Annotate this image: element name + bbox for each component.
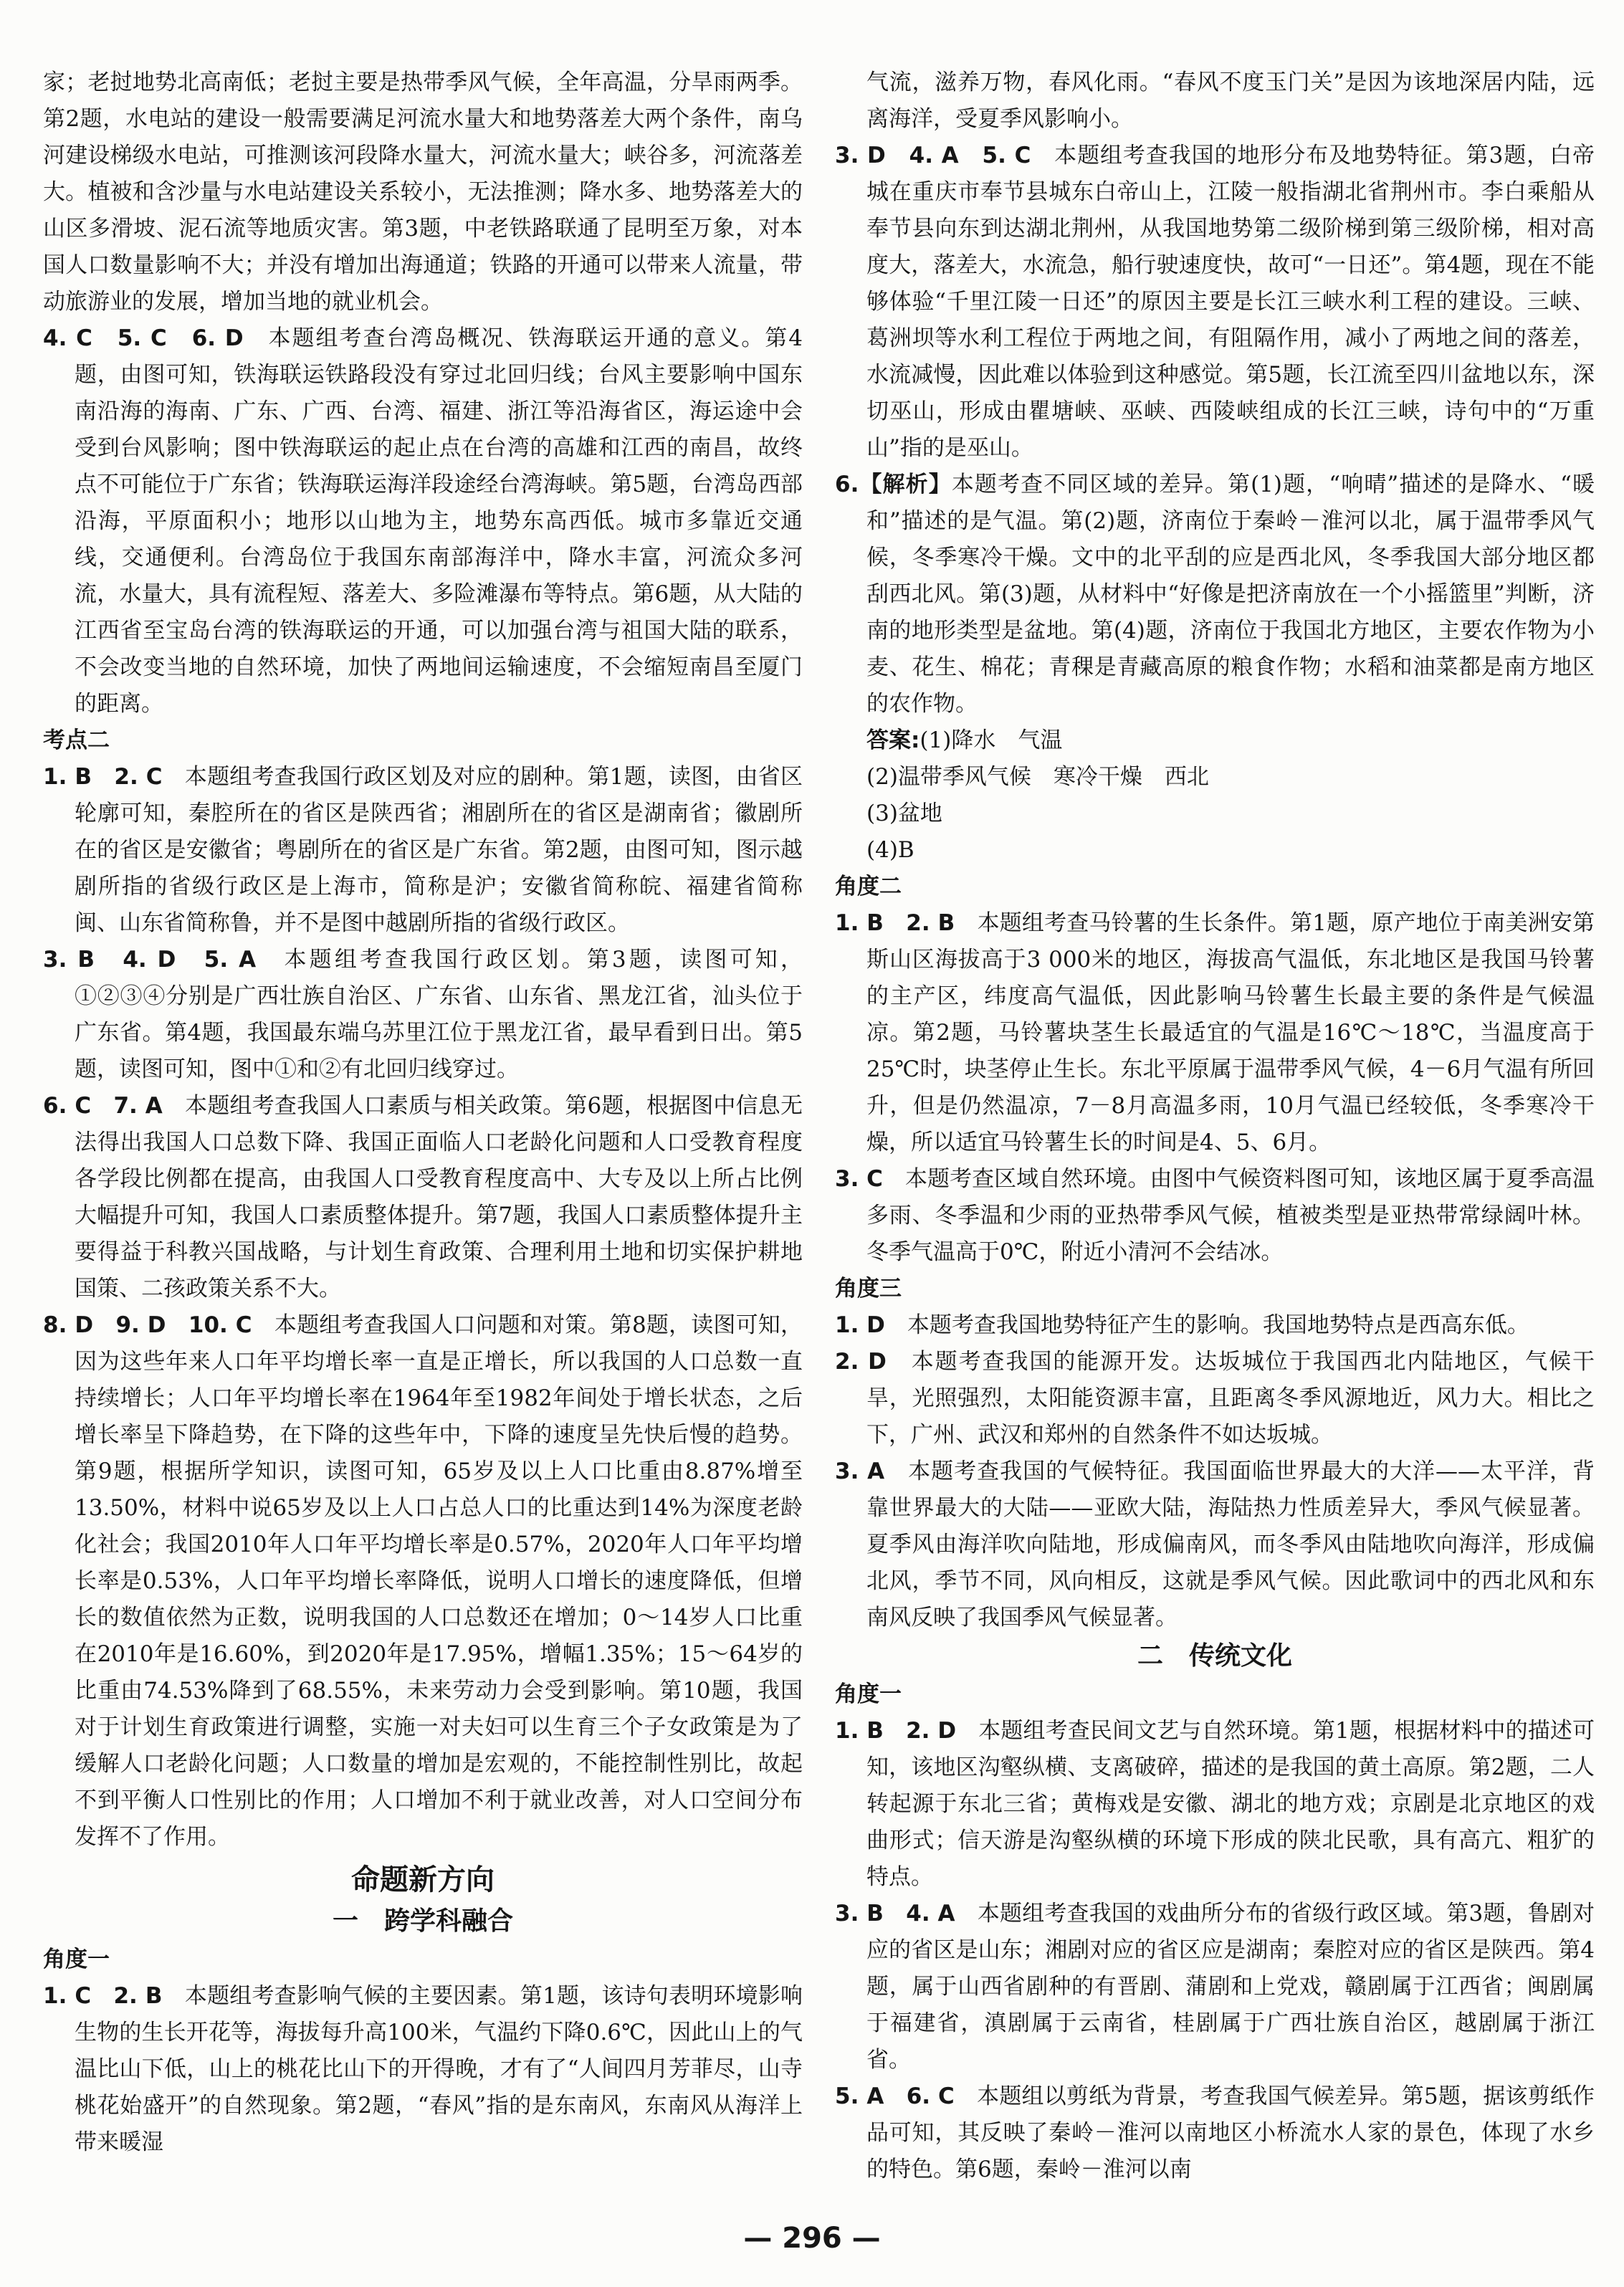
section-heading: 二 传统文化 (1137, 1641, 1292, 1671)
question-numbers: 3. D 4. A 5. C (835, 143, 1031, 168)
answer-item (43, 1978, 803, 2161)
answer-item (43, 759, 803, 942)
answer-line: (2)温带季风气候 寒冷干燥 西北 (866, 764, 1209, 790)
continued-paragraph: 气流，滋养万物，春风化雨。“春风不度玉门关”是因为该地深居内陆，远离海洋，受夏季风影响小。 (866, 70, 1595, 132)
explanation-text: 本题组考查我国人口问题和对策。第8题，读图可知，因为这些年来人口年平均增长率一直是正增长，所以我国的人口总数一直持续增长；人口年平均增长率在1964年至1982年间处于增长状态，之后增长率呈下降趋势，在下降的这些年中，下降的速度呈先快后慢的趋势。第9题，根据所学知识，读图可知，65岁及以上人口比重由8.87%增至13.50%，材料中说65岁及以上人口占总人口的比重达到14%为深度老龄化社会；我国2010年人口年平均增长率是0.57%，2020年人口年平均增长率是0.53%，人口年平均增长率降低，说明人口增长的速度降低，但增长的数值依然为正数，说明我国的人口总数还在增加；0～14岁人口比重在2010年是16.60%，到2020年是17.95%，增幅1.35%；15～64岁的比重由74.53%降到了68.55%，未来劳动力会受到影响。第10题，我国对于计划生育政策进行调整，实施一对夫妇可以生育三个子女政策是为了缓解人口老龄化问题；人口数量的增加是宏观的，不能控制性别比，故起不到平衡人口性别比的作用；人口增加不利于就业改善，对人口空间分布发挥不了作用。 (75, 1312, 803, 1850)
section-label: 角度一 (43, 1947, 110, 1972)
left-column (43, 65, 803, 2207)
answer-line: (3)盆地 (866, 801, 942, 826)
answer-line (835, 722, 1595, 759)
answer-item (835, 1453, 1595, 1636)
answer-page (43, 65, 1595, 2207)
answer-item (835, 1713, 1595, 1896)
explanation-text: 本题考查我国地势特征产生的影响。我国地势特点是西高东低。 (884, 1312, 1529, 1338)
answer-item (835, 1896, 1595, 2078)
explanation-text: 本题组考查我国行政区划。第3题，读图可知，①②③④分别是广西壮族自治区、广东省、山东省、黑龙江省，汕头位于广东省。第4题，我国最东端乌苏里江位于黑龙江省，最早看到日出。第5题，读图可知，图中①和②有北回归线穿过。 (75, 947, 803, 1082)
section-label: 角度三 (835, 1276, 902, 1302)
answer-item (835, 905, 1595, 1161)
question-numbers: 6. C 7. A (43, 1093, 163, 1119)
section-label: 角度一 (835, 1681, 902, 1707)
question-numbers: 5. A 6. C (835, 2083, 955, 2109)
question-numbers: 1. B 2. B (835, 910, 955, 936)
explanation-text: 本题组考查我国行政区划及对应的剧种。第1题，读图，由省区轮廓可知，秦腔所在的省区是陕西省；湘剧所在的省区是湖南省；徽剧所在的省区是安徽省；粤剧所在的省区是广东省。第2题，由图可知，图示越剧所指的省级行政区是上海市，简称是沪；安徽省简称皖、福建省简称闽、山东省简称鲁，并不是图中越剧所指的省级行政区。 (75, 764, 803, 936)
explanation-text: 本题考查区域自然环境。由图中气候资料图可知，该地区属于夏季高温多雨、冬季温和少雨的亚热带季风气候，植被类型是亚热带常绿阔叶林。冬季气温高于0℃，附近小清河不会结冰。 (866, 1166, 1595, 1265)
question-numbers: 1. B 2. D (835, 1718, 957, 1744)
explanation-text: 本题组以剪纸为背景，考查我国气候差异。第5题，据该剪纸作品可知，其反映了秦岭－淮河以南地区小桥流水人家的景色，体现了水乡的特色。第6题，秦岭－淮河以南 (866, 2083, 1595, 2182)
explanation-text: 本题组考查我国人口素质与相关政策。第6题，根据图中信息无法得出我国人口总数下降、我国正面临人口老龄化问题和人口受教育程度各学段比例都在提高，由我国人口受教育程度高中、大专及以上所占比例大幅提升可知，我国人口素质整体提升。第7题，我国人口素质整体提升主要得益于科教兴国战略，与计划生育政策、合理利用土地和切实保护耕地国策、二孩政策关系不大。 (75, 1093, 803, 1302)
explanation-text: 本题考查不同区域的差异。第(1)题，“响晴”描述的是降水、“暖和”描述的是气温。第(2)题，济南位于秦岭－淮河以北，属于温带季风气候，冬季寒冷干燥。文中的北平刮的应是西北风，冬季我国大部分地区都刮西北风。第(3)题，从材料中“好像是把济南放在一个小摇篮里”判断，济南的地形类型是盆地。第(4)题，济南位于我国北方地区，主要农作物为小麦、花生、棉花；青稞是青藏高原的粮食作物；水稻和油菜都是南方地区的农作物。 (866, 472, 1595, 717)
chapter-heading: 命题新方向 (351, 1863, 495, 1896)
page-number: — 296 — (743, 2222, 881, 2255)
explanation-text: 本题组考查我国的戏曲所分布的省级行政区域。第3题，鲁剧对应的省区是山东；湘剧对应的省区应是湖南；秦腔对应的省区是陕西。第4题，属于山西省剧种的有晋剧、蒲剧和上党戏，赣剧属于江西省；闽剧属于福建省，滇剧属于云南省，桂剧属于广西壮族自治区，越剧属于浙江省。 (866, 1901, 1595, 2073)
answer-line: (4)B (866, 837, 914, 863)
question-numbers: 3. A (835, 1458, 885, 1484)
section-label: 考点二 (43, 727, 110, 753)
continued-paragraph: 家；老挝地势北高南低；老挝主要是热带季风气候，全年高温，分旱雨两季。第2题，水电站的建设一般需要满足河流水量大和地势落差大两个条件，南乌河建设梯级水电站，可推测该河段降水量大，河流水量大；峡谷多，河流落差大。植被和含沙量与水电站建设关系较小，无法推测；降水多、地势落差大的山区多滑坡、泥石流等地质灾害。第3题，中老铁路联通了昆明至万象，对本国人口数量影响不大；并没有增加出海通道；铁路的开通可以带来人流量，带动旅游业的发展，增加当地的就业机会。 (43, 70, 803, 315)
answer-item (43, 1088, 803, 1307)
answer-item (835, 467, 1595, 722)
question-numbers: 1. D (835, 1312, 885, 1338)
explanation-text: 本题组考查我国的地形分布及地势特征。第3题，白帝城在重庆市奉节县城东白帝山上，江陵一般指湖北省荆州市。李白乘船从奉节县向东到达湖北荆州，从我国地势第二级阶梯到第三级阶梯，相对高度大，落差大，水流急，船行驶速度快，故可“一日还”。第4题，现在不能够体验“千里江陵一日还”的原因主要是长江三峡水利工程的建设。三峡、葛洲坝等水利工程位于两地之间，有阻隔作用，减小了两地之间的落差，水流减慢，因此难以体验到这种感觉。第5题，长江流至四川盆地以东，深切巫山，形成由瞿塘峡、巫峡、西陵峡组成的长江三峡，诗句中的“万重山”指的是巫山。 (866, 143, 1595, 461)
answer-item (835, 1344, 1595, 1453)
answer-item (835, 1161, 1595, 1271)
answer-text: (1)降水 气温 (920, 727, 1063, 753)
question-numbers: 6.【解析】 (835, 472, 952, 497)
explanation-text: 本题考查我国的气候特征。我国面临世界最大的大洋——太平洋，背靠世界最大的大陆——亚欧大陆，海陆热力性质差异大，季风气候显著。夏季风由海洋吹向陆地，形成偏南风，而冬季风由陆地吹向海洋，形成偏北风，季节不同，风向相反，这就是季风气候。因此歌词中的西北风和东南风反映了我国季风气候显著。 (866, 1458, 1595, 1630)
section-label: 角度二 (835, 874, 902, 899)
section-heading: 一 跨学科融合 (332, 1906, 513, 1936)
question-numbers: 8. D 9. D 10. C (43, 1312, 252, 1338)
answer-label: 答案: (866, 727, 920, 753)
question-numbers: 3. C (835, 1166, 883, 1192)
question-numbers: 2. D (835, 1349, 887, 1375)
explanation-text: 本题组考查影响气候的主要因素。第1题，该诗句表明环境影响生物的生长开花等，海拔每升高100米，气温约下降0.6℃，因此山上的气温比山下低，山上的桃花比山下的开得晚，才有了“人间四月芳菲尽，山寺桃花始盛开”的自然现象。第2题，“春风”指的是东南风，东南风从海洋上带来暖湿 (75, 1983, 803, 2155)
explanation-text: 本题组考查民间文艺与自然环境。第1题，根据材料中的描述可知，该地区沟壑纵横、支离破碎，描述的是我国的黄土高原。第2题，二人转起源于东北三省；黄梅戏是安徽、湖北的地方戏；京剧是北京地区的戏曲形式；信天游是沟壑纵横的环境下形成的陕北民歌，具有高亢、粗犷的特点。 (866, 1718, 1595, 1890)
answer-item (43, 320, 803, 722)
explanation-text: 本题组考查马铃薯的生长条件。第1题，原产地位于南美洲安第斯山区海拔高于3 000米的地区，海拔高气温低，东北地区是我国马铃薯的主产区，纬度高气温低，因此影响马铃薯生长最主要的条件是气候温凉。第2题，马铃薯块茎生长最适宜的气温是16℃～18℃，当温度高于25℃时，块茎停止生长。东北平原属于温带季风气候，4－6月气温有所回升，但是仍然温凉，7－8月高温多雨，10月气温已经较低，冬季寒冷干燥，所以适宜马铃薯生长的时间是4、5、6月。 (866, 910, 1595, 1155)
answer-item (835, 138, 1595, 467)
explanation-text: 本题组考查台湾岛概况、铁海联运开通的意义。第4题，由图可知，铁海联运铁路段没有穿过北回归线；台风主要影响中国东南沿海的海南、广东、广西、台湾、福建、浙江等沿海省区，海运途中会受到台风影响；图中铁海联运的起止点在台湾的高雄和江西的南昌，故终点不可能位于广东省；铁海联运海洋段途经台湾海峡。第5题，台湾岛西部沿海，平原面积小；地形以山地为主，地势东高西低。城市多靠近交通线，交通便利。台湾岛位于我国东南部海洋中，降水丰富，河流众多河流，水量大，具有流程短、落差大、多险滩瀑布等特点。第6题，从大陆的江西省至宝岛台湾的铁海联运的开通，可以加强台湾与祖国大陆的联系，不会改变当地的自然环境，加快了两地间运输速度，不会缩短南昌至厦门的距离。 (75, 325, 803, 717)
answer-item (43, 1307, 803, 1856)
answer-item (835, 1307, 1595, 1344)
question-numbers: 1. C 2. B (43, 1983, 163, 2009)
question-numbers: 4. C 5. C 6. D (43, 325, 244, 351)
answer-item (43, 942, 803, 1088)
question-numbers: 3. B 4. A (835, 1901, 955, 1926)
question-numbers: 3. B 4. D 5. A (43, 947, 257, 973)
answer-item (835, 2078, 1595, 2188)
right-column (835, 65, 1595, 2207)
explanation-text: 本题考查我国的能源开发。达坂城位于我国西北内陆地区，气候干旱，光照强烈，太阳能资源丰富，且距离冬季风源地近，风力大。相比之下，广州、武汉和郑州的自然条件不如达坂城。 (866, 1349, 1595, 1448)
question-numbers: 1. B 2. C (43, 764, 163, 790)
